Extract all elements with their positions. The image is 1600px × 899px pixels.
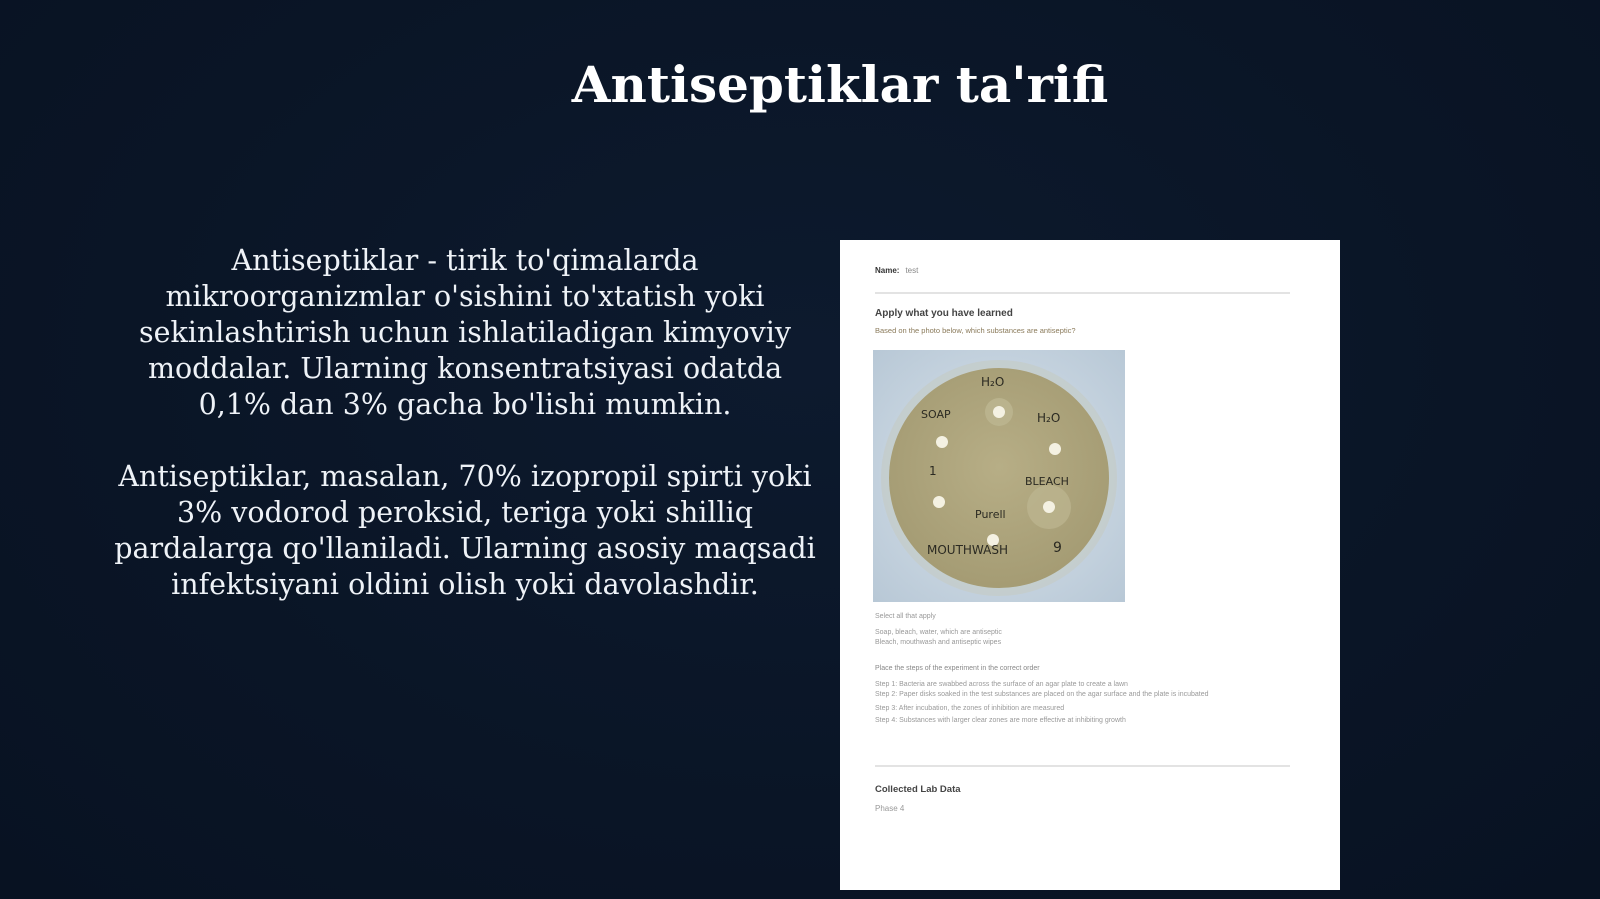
doc-divider [875, 765, 1290, 767]
doc-step: Step 4: Substances with larger clear zones are more effective at inhibiting growth [875, 717, 1126, 724]
slide-body [110, 243, 820, 639]
dish-label: Purell [975, 508, 1006, 521]
doc-collected-sub: Phase 4 [875, 804, 905, 813]
slide-title: Antiseptiklar ta'rifi [571, 55, 1109, 114]
doc-subheading: Based on the photo below, which substances are antiseptic? [875, 326, 1076, 335]
doc-step: Step 3: After incubation, the zones of inhibition are measured [875, 705, 1065, 712]
dish-label: 1 [929, 464, 937, 478]
dish-label: SOAP [921, 408, 951, 421]
doc-heading: Apply what you have learned [875, 308, 1013, 319]
dish-label: BLEACH [1025, 475, 1069, 488]
doc-step: Step 1: Bacteria are swabbed across the surface of an agar plate to create a lawn [875, 681, 1128, 688]
document-image [840, 240, 1340, 890]
dish-label: 9 [1053, 540, 1062, 556]
doc-collected-heading: Collected Lab Data [875, 784, 961, 795]
dish-label: H₂O [1037, 411, 1061, 425]
doc-name-value: test [905, 266, 919, 275]
paragraph-definition: Antiseptiklar - tirik to'qimalarda mikroorganizmlar o'sishini to'xtatish yoki sekinlashtirish uchun ishlatiladigan kimyoviy moddalar. Ularning konsentratsiyasi odatda 0,1% dan 3% gacha bo'lishi mumkin. [139, 244, 791, 421]
doc-step: Step 2: Paper disks soaked in the test substances are placed on the agar surface and the plate is incubated [875, 691, 1209, 698]
doc-option: Bleach, mouthwash and antiseptic wipes [875, 639, 1002, 646]
doc-instructions-heading: Place the steps of the experiment in the correct order [875, 665, 1040, 672]
petri-dish-photo [873, 350, 1125, 602]
dish-label: MOUTHWASH [927, 543, 1008, 557]
doc-name-label: Name: [875, 266, 900, 275]
doc-name-line [875, 266, 918, 275]
paragraph-examples: Antiseptiklar, masalan, 70% izopropil spirti yoki 3% vodorod peroksid, teriga yoki shilliq pardalarga qo'llaniladi. Ularning asosiy maqsadi infektsiyani oldini olish yoki davolashdir. [114, 460, 816, 601]
dish-label: H₂O [981, 375, 1005, 389]
doc-option: Soap, bleach, water, which are antiseptic [875, 629, 1002, 636]
doc-caption: Select all that apply [875, 613, 936, 620]
doc-divider [875, 292, 1290, 294]
